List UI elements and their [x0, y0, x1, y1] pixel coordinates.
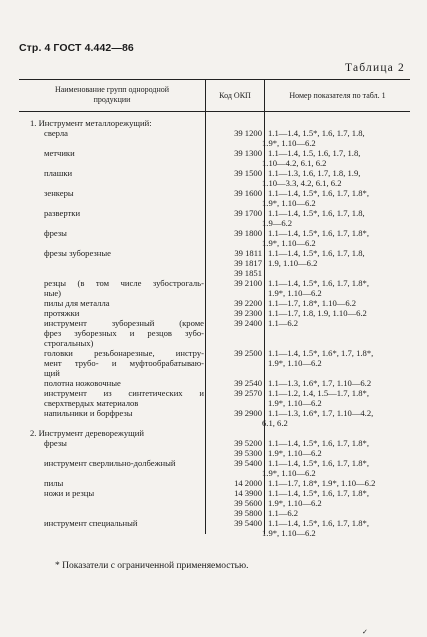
row-indices: 1.1—1.4, 1.5*, 1.6, 1.7, 1.8*,: [268, 188, 369, 198]
row-indices: 1.9*, 1.10—6.2: [262, 198, 316, 208]
row-name: ножи и резцы: [44, 488, 95, 498]
word: головки: [44, 348, 73, 358]
col-header-name-line1: Наименование групп однородной: [54, 85, 170, 94]
section-heading: 2. Инструмент дереворежущий: [30, 428, 144, 438]
row-code: 39 1800: [234, 228, 262, 238]
row-name: [44, 278, 204, 288]
row-name: зенкеры: [44, 188, 74, 198]
row-indices: 1.1—1.4, 1.5*, 1.6, 1.7, 1.8*,: [268, 488, 369, 498]
section-heading: 1. Инструмент металлорежущий:: [30, 118, 152, 128]
row-indices: 1.1—1.4, 1.5*, 1.6*, 1.7, 1.8*,: [268, 348, 374, 358]
row-indices: 1.1—6.2: [268, 318, 299, 328]
row-name: инструмент сверлильно-долбежный: [44, 458, 176, 468]
row-name: [44, 328, 204, 338]
row-name: [44, 318, 204, 328]
row-code: 39 1811: [234, 248, 262, 258]
row-name: пилы: [44, 478, 64, 488]
table-top-rule: [19, 79, 410, 80]
row-indices: 1.1—1.3, 1.6*, 1.7, 1.10—4.2,: [268, 408, 374, 418]
word: резцов: [147, 328, 172, 338]
row-indices: 1.1—1.3, 1.6*, 1.7, 1.10—6.2: [268, 378, 372, 388]
row-code: 39 2500: [234, 348, 262, 358]
row-code: 39 2540: [234, 378, 262, 388]
word: и: [199, 388, 204, 398]
row-indices: 1.9*, 1.10—6.2: [262, 138, 316, 148]
col-header-code: Код ОКП: [219, 91, 251, 100]
row-name: фрезы: [44, 438, 67, 448]
row-name: метчики: [44, 148, 75, 158]
row-indices: 1.9*, 1.10—6.2: [262, 238, 316, 248]
row-name: [44, 358, 204, 368]
row-name: развертки: [44, 208, 81, 218]
row-code: 39 5200: [234, 438, 262, 448]
word: муфтообрабатываю-: [129, 358, 204, 368]
row-indices: 1.9—6.2: [262, 218, 293, 228]
row-name: напильники и борфрезы: [44, 408, 133, 418]
word: резцы: [44, 278, 66, 288]
row-indices: 6.1, 6.2: [262, 418, 288, 428]
row-code: 14 3900: [234, 488, 262, 498]
row-name: протяжки: [44, 308, 80, 318]
word: трубо-: [74, 358, 99, 368]
row-code: 39 2900: [234, 408, 262, 418]
word: зуборезный: [111, 318, 155, 328]
row-indices: 1.9*, 1.10—6.2: [262, 528, 316, 538]
word: инструмент: [44, 388, 87, 398]
row-code: 39 2200: [234, 298, 262, 308]
word: зубо-: [185, 328, 204, 338]
row-indices: 1.9*, 1.10—6.2: [268, 498, 322, 508]
row-code: 39 5400: [234, 458, 262, 468]
row-indices: 1.1—1.4, 1.5*, 1.6, 1.7, 1.8,: [268, 208, 365, 218]
col-header-name-line2: продукции: [93, 94, 131, 104]
row-name: [44, 388, 204, 398]
row-indices: 1.1—1.4, 1.5*, 1.6, 1.7, 1.8*,: [268, 518, 369, 528]
row-indices: 1.10—4.2, 6.1, 6.2: [262, 158, 327, 168]
row-indices: 1.9*, 1.10—6.2: [268, 358, 322, 368]
word: зуборезных: [74, 328, 117, 338]
row-indices: 1.1—1.7, 1.8, 1.9, 1.10—6.2: [268, 308, 367, 318]
row-indices: 1.1—1.7, 1.8*, 1.10—6.2: [268, 298, 357, 308]
row-code: 39 5600: [234, 498, 262, 508]
word: том: [95, 278, 110, 288]
row-code: 39 1817: [234, 258, 262, 268]
row-indices: 1.10—3.3, 4.2, 6.1, 6.2: [262, 178, 342, 188]
word: зубострогаль-: [152, 278, 204, 288]
row-code: 39 2570: [234, 388, 262, 398]
row-code: 39 5800: [234, 508, 262, 518]
word: из: [103, 388, 112, 398]
word: резьбонарезные,: [94, 348, 155, 358]
row-indices: 1.1—1.2, 1.4, 1.5—1.7, 1.8*,: [268, 388, 369, 398]
row-code: 39 2300: [234, 308, 262, 318]
row-indices: 1.1—1.4, 1.5, 1.6, 1.7, 1.8,: [268, 148, 361, 158]
row-indices: 1.1—1.4, 1.5*, 1.6, 1.7, 1.8,: [268, 248, 365, 258]
word: числе: [120, 278, 142, 288]
row-name: сверла: [44, 128, 68, 138]
row-code: 39 5400: [234, 518, 262, 528]
row-name: фрезы: [44, 228, 67, 238]
word: инструмент: [44, 318, 87, 328]
row-indices: 1.1—1.4, 1.5*, 1.6, 1.7, 1.8*,: [268, 228, 369, 238]
row-code: 39 1500: [234, 168, 262, 178]
row-indices: 1.1—1.4, 1.5*, 1.6, 1.7, 1.8*,: [268, 278, 369, 288]
row-name: плашки: [44, 168, 73, 178]
column-divider-1: [205, 79, 206, 534]
row-indices: 1.1—6.2: [268, 508, 299, 518]
word: инстру-: [175, 348, 204, 358]
word: мент: [44, 358, 62, 368]
row-code: 39 5300: [234, 448, 262, 458]
row-name: полотна ножовочные: [44, 378, 121, 388]
row-code: 39 1200: [234, 128, 262, 138]
page-header: Стр. 4 ГОСТ 4.442—86: [19, 42, 134, 54]
row-indices: 1.9*, 1.10—6.2: [268, 288, 322, 298]
row-code: 39 1600: [234, 188, 262, 198]
row-code: 39 1300: [234, 148, 262, 158]
row-name: строгальных): [44, 338, 94, 348]
col-header-name: [22, 85, 202, 104]
row-indices: 1.1—1.3, 1.6, 1.7, 1.8, 1.9,: [268, 168, 361, 178]
row-indices: 1.9*, 1.10—6.2: [262, 468, 316, 478]
row-code: 39 1851: [234, 268, 262, 278]
row-code: 39 1700: [234, 208, 262, 218]
row-code: 39 2400: [234, 318, 262, 328]
row-name: сверхтвердых материалов: [44, 398, 139, 408]
row-indices: 1.1—1.4, 1.5*, 1.6, 1.7, 1.8*,: [268, 458, 369, 468]
row-indices: 1.1—1.7, 1.8*, 1.9*, 1.10—6.2: [268, 478, 376, 488]
row-indices: 1.1—1.4, 1.5*, 1.6, 1.7, 1.8*,: [268, 438, 369, 448]
page-mark: ✓: [362, 628, 368, 636]
word: синтетических: [128, 388, 183, 398]
word: и: [111, 358, 117, 368]
footnote: * Показатели с ограниченной применяемостью.: [55, 561, 249, 571]
word: фрез: [44, 328, 62, 338]
table-title: Таблица 2: [345, 62, 405, 74]
row-code: 14 2000: [234, 478, 262, 488]
row-name: [44, 348, 204, 358]
row-indices: 1.1—1.4, 1.5*, 1.6, 1.7, 1.8,: [268, 128, 365, 138]
word: (в: [77, 278, 85, 288]
col-header-indices: Номер показателя по табл. 1: [289, 91, 386, 100]
row-name: ные): [44, 288, 62, 298]
table-header-rule: [19, 111, 410, 112]
row-name: пилы для металла: [44, 298, 110, 308]
row-indices: 1.9, 1.10—6.2: [268, 258, 318, 268]
word: и: [129, 328, 135, 338]
row-name: щий: [44, 368, 60, 378]
word: (кроме: [179, 318, 204, 328]
row-name: инструмент специальный: [44, 518, 138, 528]
row-indices: 1.9*, 1.10—6.2: [268, 398, 322, 408]
row-name: фрезы зуборезные: [44, 248, 111, 258]
row-code: 39 2100: [234, 278, 262, 288]
row-indices: 1.9*, 1.10—6.2: [268, 448, 322, 458]
